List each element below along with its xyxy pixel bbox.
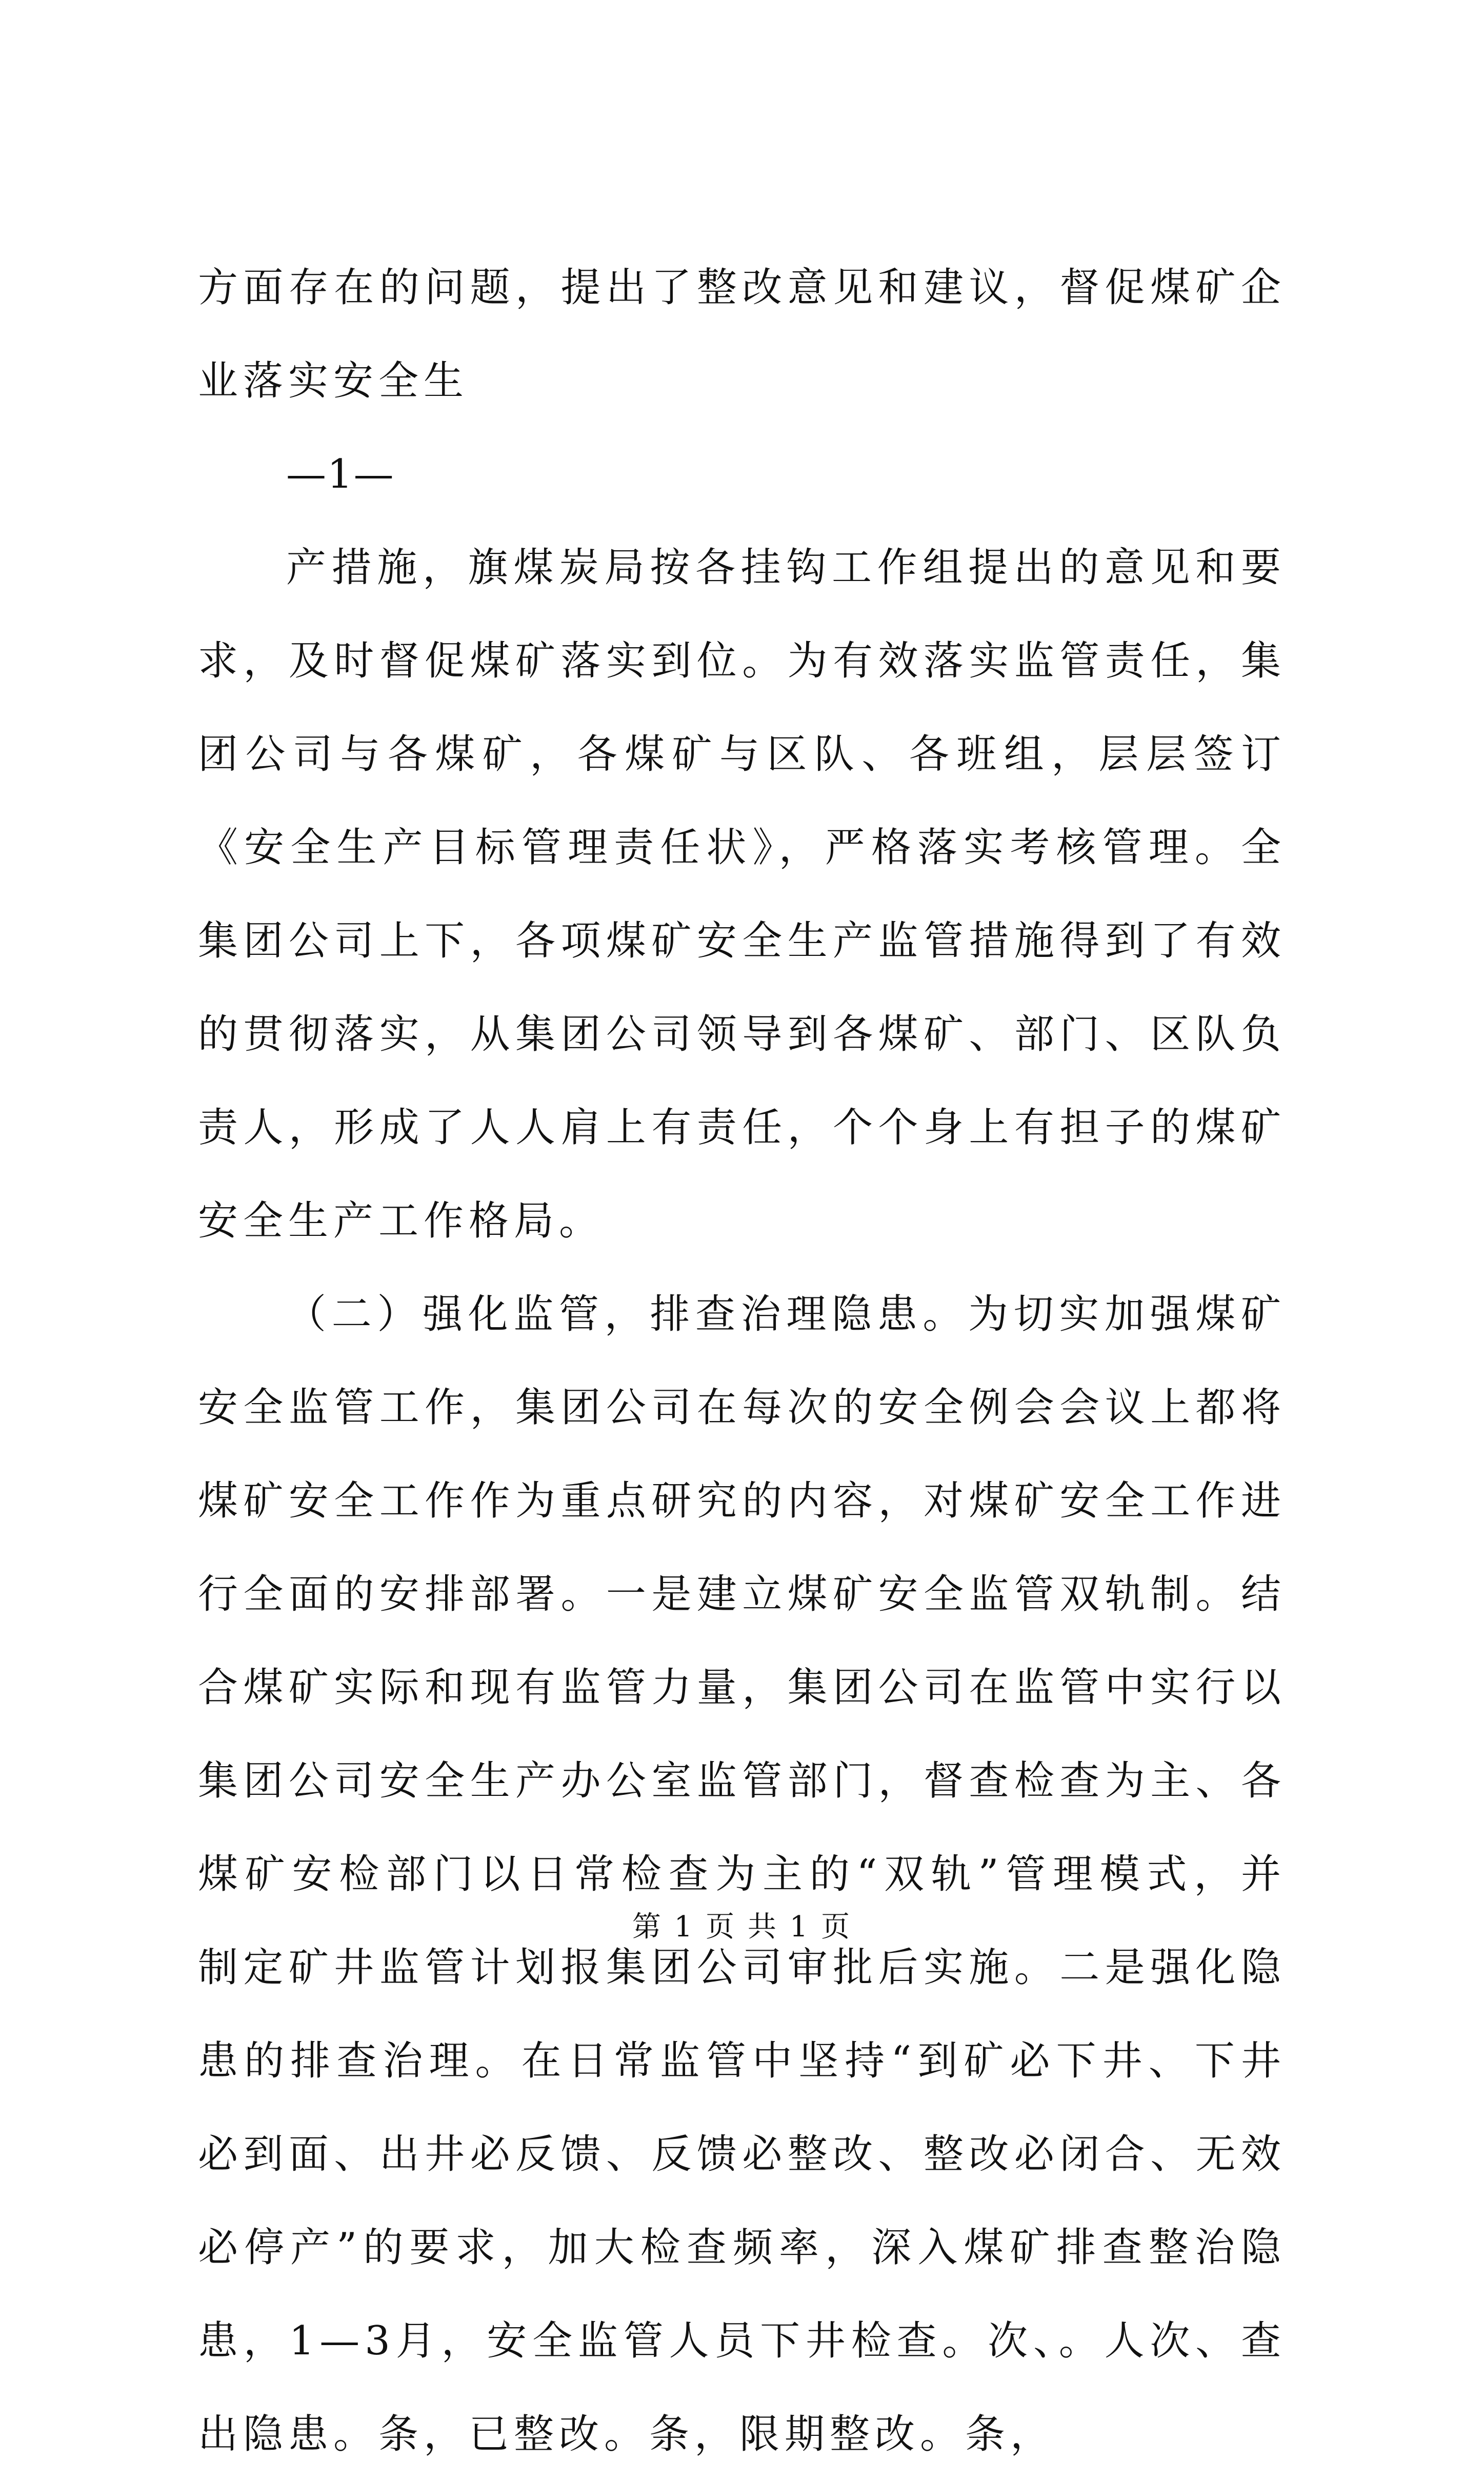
paragraph-continued: 方面存在的问题，提出了整改意见和建议，督促煤矿企业落实安全生: [198, 265, 1286, 404]
document-body: [198, 241, 1286, 2481]
page-footer: 第 1 页 共 1 页: [632, 1910, 852, 1944]
paragraph-responsibility: 产措施，旗煤炭局按各挂钩工作组提出的意见和要求，及时督促煤矿落实到位。为有效落实监管责任，集团公司与各煤矿，各煤矿与区队、各班组，层层签订《安全生产目标管理责任状》，严格落实考核管理。全集团公司上下，各项煤矿安全生产监管措施得到了有效的贯彻落实，从集团公司领导到各煤矿、部门、区队负责人，形成了人人肩上有责任，个个身上有担子的煤矿安全生产工作格局。: [198, 545, 1286, 1244]
paragraph-supervision: （二）强化监管，排查治理隐患。为切实加强煤矿安全监管工作，集团公司在每次的安全例会会议上都将煤矿安全工作作为重点研究的内容，对煤矿安全工作进行全面的安排部署。一是建立煤矿安全监管双轨制。结合煤矿实际和现有监管力量，集团公司在监管中实行以集团公司安全生产办公室监管部门，督查检查为主、各煤矿安检部门以日常检查为主的“双轨”管理模式，并制定矿井监管计划报集团公司审批后实施。二是强化隐患的排查治理。在日常监管中坚持“到矿必下井、下井必到面、出井必反馈、反馈必整改、整改必闭合、无效必停产”的要求，加大检查频率，深入煤矿排查整治隐患，1—3月，安全监管人员下井检查。次、。人次、查出隐患。条，已整改。条，限期整改。条，: [198, 1291, 1286, 2457]
page-number-marker: —1—: [286, 451, 395, 497]
